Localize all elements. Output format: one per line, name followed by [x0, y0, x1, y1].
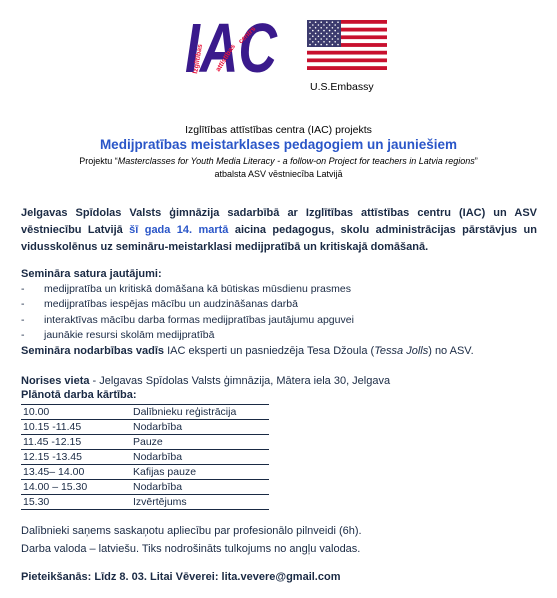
- schedule-heading: Plānotā darba kārtība:: [21, 389, 137, 401]
- intro-paragraph: Jelgavas Spīdolas Valsts ģimnāzija sadarbībā ar Izglītības attīstības centru (IAC) un ASV vēstniecību Latvijā šī gada 14. martā aicina pedagogus, skolu administrācijas pārstāvjus un vidusskolēnus uz semināru-meistarklasi medijpratībā un kritiskajā domāšanā.: [21, 207, 537, 253]
- support-line: atbalsta ASV vēstniecība Latvijā: [214, 169, 343, 179]
- iac-logo-word-left: Izglītības: [192, 43, 205, 75]
- table-row: 11.45 -12.15 Pauze: [21, 435, 269, 450]
- venue-line: Norises vieta - Jelgavas Spīdolas Valsts ģimnāzija, Mātera iela 30, Jelgava: [21, 375, 391, 387]
- iac-logo-word-right: centrs: [237, 25, 258, 46]
- registration-line: Pieteikšanās: Līdz 8. 03. Litai Vēverei: lita.vevere@gmail.com: [21, 571, 341, 583]
- table-row: 12.15 -13.45 Nodarbība: [21, 450, 269, 465]
- organizer-line: Izglītības attīstības centra (IAC) projekts: [185, 124, 372, 136]
- project-name: Masterclasses for Youth Media Literacy - a follow-on Project for teachers in Latvia regions: [117, 156, 475, 166]
- lecturers-line: Semināra nodarbības vadīs IAC eksperti un pasniedzēja Tesa Džoula (Tessa Jolls) no ASV.: [21, 345, 474, 357]
- schedule-table: [21, 404, 269, 510]
- page-title: Medijpratības meistarklases pedagogiem un jauniešiem: [99, 137, 458, 152]
- language-note: Darba valoda – latviešu. Tiks nodrošināts tulkojums no angļu valodas.: [21, 543, 361, 555]
- topics-heading: Semināra satura jautājumi:: [21, 268, 162, 280]
- table-row: 14.00 – 15.30 Nodarbība: [21, 480, 269, 495]
- embassy-label: U.S.Embassy: [310, 81, 374, 93]
- us-flag-icon: [307, 20, 387, 70]
- table-row: 15.30 Izvērtējums: [21, 495, 269, 510]
- project-line: Projektu “Masterclasses for Youth Media Literacy - a follow-on Project for teachers in Latvia regions”: [79, 156, 478, 166]
- table-row: 13.45– 14.00 Kafijas pauze: [21, 465, 269, 480]
- iac-logo-word-mid: attīstības: [214, 43, 237, 74]
- iac-logo-letters: IAC: [185, 14, 279, 78]
- iac-logo: [183, 14, 280, 78]
- table-row: 10.00 Dalībnieku reģistrācija: [21, 405, 269, 420]
- date-highlight: šī gada 14. martā: [129, 224, 229, 236]
- certificate-note: Dalībnieki saņems saskaņotu apliecību par profesionālo pilnveidi (6h).: [21, 525, 362, 537]
- lecturer-name-en: Tessa Jolls: [374, 345, 429, 357]
- table-row: 10.15 -11.45 Nodarbība: [21, 420, 269, 435]
